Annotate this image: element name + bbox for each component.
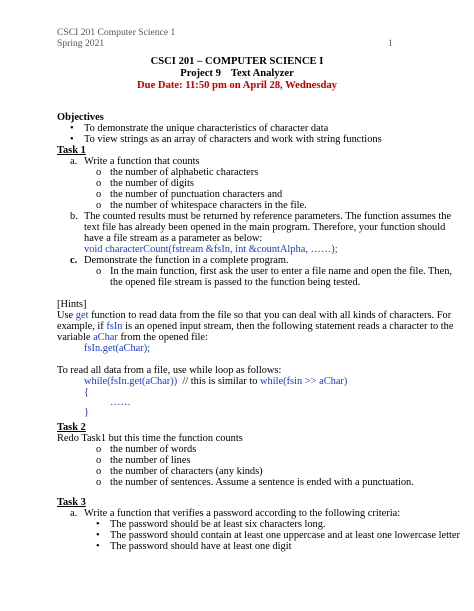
hint-code-ellipsis: ……: [110, 397, 131, 408]
hint-code-term: fsIn: [106, 321, 123, 332]
task2-item: the number of words: [110, 444, 197, 455]
task1-heading: Task 1: [57, 145, 86, 156]
hint-code-term: get: [75, 310, 89, 321]
hints-paragraph-loop: To read all data from a file, use while loop as follows:: [57, 365, 282, 376]
hint-code-comment: // this is similar to: [177, 376, 261, 387]
objective-item: To view strings as an array of characters and work with string functions: [84, 134, 382, 145]
task3-item: The password should contain at least one uppercase and at least one lowercase letter: [110, 530, 460, 541]
hint-code-term: while(fsIn.get(aChar)): [84, 376, 178, 387]
circle-bullet-icon: [96, 266, 104, 279]
header-course: CSCI 201 Computer Science 1: [57, 27, 176, 38]
task3-item: The password should have at least one digit: [110, 541, 292, 552]
task1-a-marker: a.: [70, 156, 78, 167]
task1-c-text: Demonstrate the function in a complete program.: [84, 255, 289, 266]
objective-item: To demonstrate the unique characteristics of character data: [84, 123, 329, 134]
hint-code-get: fsIn.get(aChar);: [84, 343, 151, 354]
task1-b-line: have a file stream as a parameter as below:: [84, 233, 263, 244]
task1-a-subitem: the number of punctuation characters and: [110, 189, 283, 200]
project-number: Project 9: [180, 68, 221, 79]
task1-a-text: Write a function that counts: [84, 156, 200, 167]
page-header: [57, 27, 175, 49]
task1-c-subline: In the main function, first ask the user to enter a file name and open the file. Then,: [110, 266, 453, 277]
task1-b-line: text file has already been opened in the main program. Therefore, your function should: [84, 222, 446, 233]
task1-c-subline: the opened file stream is passed to the function being tested.: [110, 277, 361, 288]
task1-a-subitem: the number of alphabetic characters: [110, 167, 259, 178]
document-title: CSCI 201 – COMPUTER SCIENCE I: [150, 56, 324, 67]
hint-code-open-brace: {: [84, 387, 89, 398]
hint-text: is an opened input stream, then the following statement reads a character to the: [122, 321, 454, 332]
task1-a-subitem: the number of digits: [110, 178, 194, 189]
hint-code-term: aChar: [93, 332, 118, 343]
header-term: Spring 2021: [57, 38, 105, 49]
task2-item: the number of sentences. Assume a sentence is ended with a punctuation.: [110, 477, 414, 488]
hint-text: variable: [57, 332, 94, 343]
task1-b-marker: b.: [70, 211, 78, 222]
due-date: Due Date: 11:50 pm on April 28, Wednesday: [137, 80, 337, 91]
circle-bullet-icon: [96, 477, 104, 490]
task2-item: the number of lines: [110, 455, 191, 466]
task1-b-line: The counted results must be returned by reference parameters. The function assumes the: [84, 211, 452, 222]
task3-a-marker: a.: [70, 508, 78, 519]
bullet-icon: [96, 541, 104, 554]
hint-text: function to read data from the file so that you can deal with all kinds of characters. For: [88, 310, 452, 321]
project-name: Text Analyzer: [230, 68, 294, 79]
task1-b-code: void characterCount(fstream &fsIn, int &countAlpha, ……);: [84, 244, 338, 255]
task3-a-text: Write a function that verifies a password according to the following criteria:: [84, 508, 401, 519]
hint-text: example, if: [57, 321, 107, 332]
task3-item: The password should be at least six characters long.: [110, 519, 326, 530]
hint-text: Use: [57, 310, 76, 321]
task3-heading: Task 3: [57, 497, 86, 508]
task2-heading: Task 2: [57, 422, 86, 433]
hint-text: from the opened file:: [117, 332, 208, 343]
hint-code-term: while(fsin >> aChar): [260, 376, 348, 387]
task1-c-marker: c.: [70, 255, 78, 266]
hints-heading: [Hints]: [57, 299, 87, 310]
task1-a-subitem: the number of whitespace characters in the file.: [110, 200, 307, 211]
objectives-heading: Objectives: [57, 112, 104, 123]
project-title: [0, 68, 474, 81]
page-number: 1: [388, 38, 393, 49]
hint-code-close-brace: }: [84, 407, 89, 418]
hint-code-while: [84, 376, 347, 389]
task2-item: the number of characters (any kinds): [110, 466, 263, 477]
task2-intro: Redo Task1 but this time the function counts: [57, 433, 243, 444]
